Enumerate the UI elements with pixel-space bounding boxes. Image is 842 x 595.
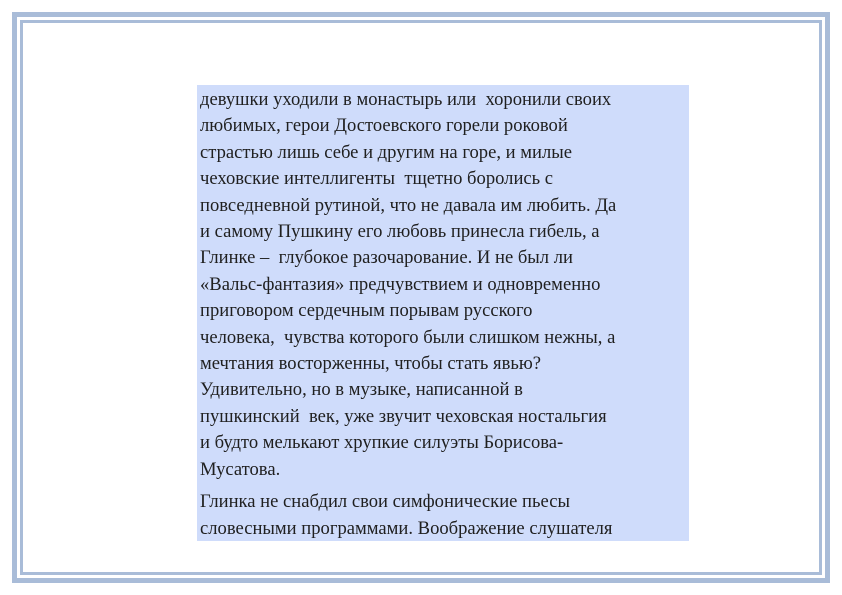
- text-line: мечтания восторженны, чтобы стать явью?: [200, 353, 542, 375]
- text-line: Глинке – глубокое разочарование. И не был ли: [200, 247, 573, 269]
- text-line: человека, чувства которого были слишком нежны, а: [200, 326, 616, 348]
- text-line: страстью лишь себе и другим на горе, и милые: [200, 141, 572, 163]
- text-line: Глинка не снабдил свои симфонические пьесы: [200, 491, 570, 513]
- text-line: Удивительно, но в музыке, написанной в: [200, 379, 523, 401]
- text-line: «Вальс-фантазия» предчувствием и одновременно: [200, 273, 601, 295]
- text-block: [197, 85, 689, 541]
- text-line: приговором сердечным порывам русского: [200, 300, 533, 322]
- text-line: пушкинский век, уже звучит чеховская ностальгия: [200, 405, 607, 427]
- text-line: Мусатова.: [200, 458, 281, 480]
- paragraph-2: [200, 489, 685, 541]
- text-line: повседневной рутиной, что не давала им любить. Да: [200, 194, 617, 216]
- text-line: и будто мелькают хрупкие силуэты Борисова-: [200, 432, 564, 454]
- text-line: любимых, герои Достоевского горели роковой: [200, 115, 568, 137]
- text-line: словесными программами. Воображение слушателя: [200, 517, 613, 539]
- text-line: и самому Пушкину его любовь принесла гибель, а: [200, 221, 600, 243]
- paragraph-1: [200, 87, 685, 483]
- text-line: чеховские интеллигенты тщетно боролись с: [200, 168, 554, 190]
- text-line: девушки уходили в монастырь или хоронили своих: [200, 89, 612, 110]
